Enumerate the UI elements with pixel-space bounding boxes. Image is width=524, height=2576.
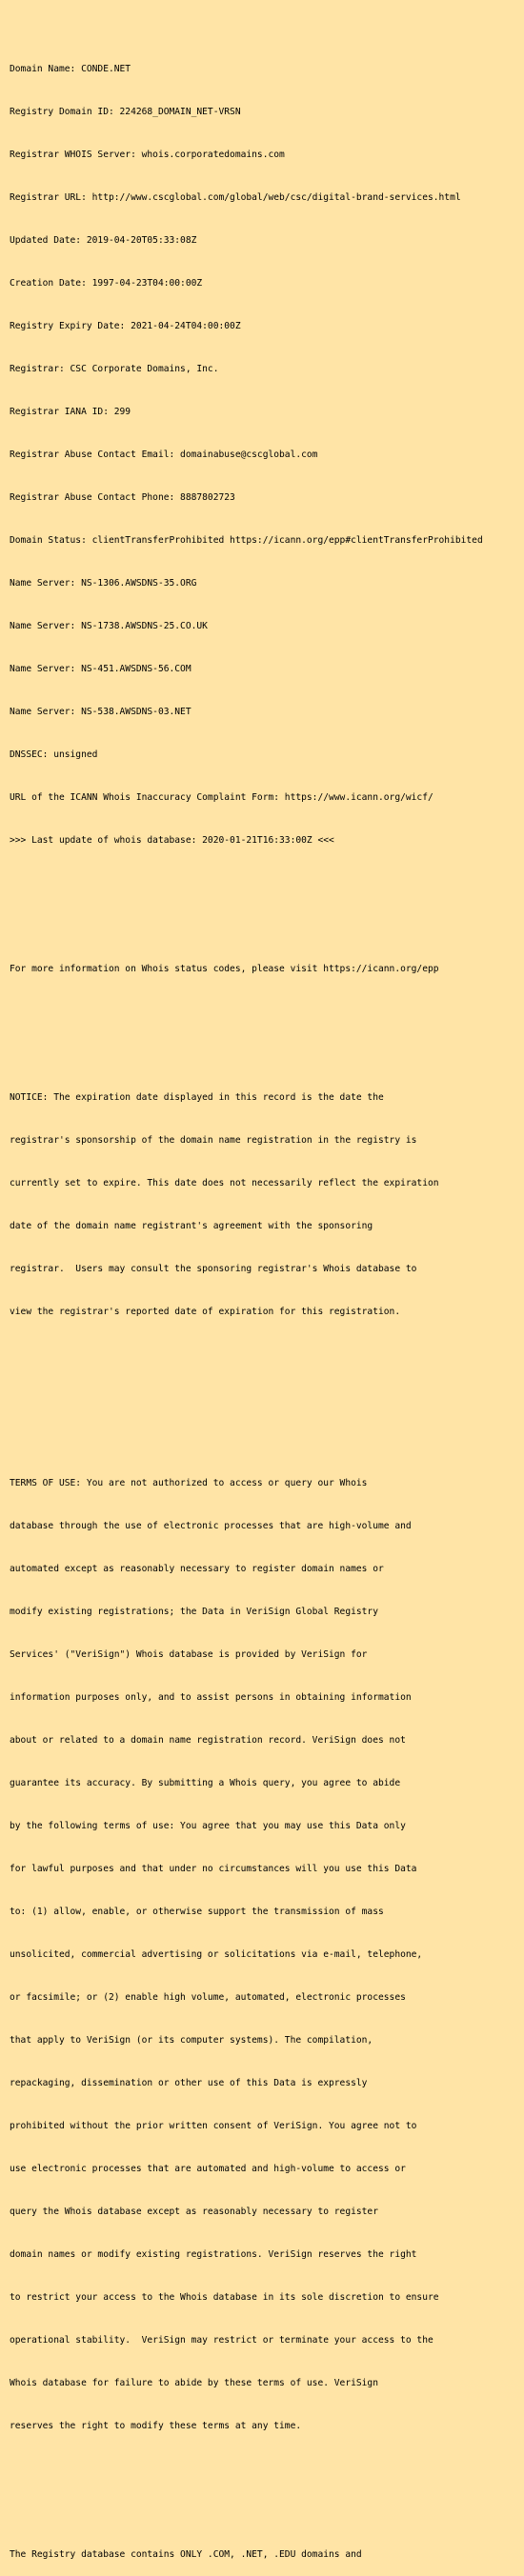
terms-line: automated except as reasonably necessary to register domain names or: [10, 1564, 384, 1574]
notice-line: currently set to expire. This date does not necessarily reflect the expiration: [10, 1178, 439, 1188]
record-line-expiry-date: Registry Expiry Date: 2021-04-24T04:00:00Z: [10, 321, 241, 331]
terms-line: about or related to a domain name registration record. VeriSign does not: [10, 1735, 406, 1746]
record-line-creation-date: Creation Date: 1997-04-23T04:00:00Z: [10, 278, 203, 289]
record-line-complaint-form: URL of the ICANN Whois Inaccuracy Complaint Form: https://www.icann.org/wicf/: [10, 792, 433, 803]
registry-note-line: The Registry database contains ONLY .COM, .NET, .EDU domains and: [10, 2549, 362, 2560]
record-line-updated-date: Updated Date: 2019-04-20T05:33:08Z: [10, 235, 197, 246]
notice-line: registrar. Users may consult the sponsoring registrar's Whois database to: [10, 1264, 417, 1274]
terms-line: domain names or modify existing registrations. VeriSign reserves the right: [10, 2249, 417, 2260]
spacer: [10, 2505, 519, 2519]
spacer: [10, 1005, 519, 1019]
notice-line: registrar's sponsorship of the domain name registration in the registry is: [10, 1135, 417, 1146]
terms-line: use electronic processes that are automated and high-volume to access or: [10, 2164, 406, 2174]
whois-record-text: [10, 5, 519, 2576]
terms-line: query the Whois database except as reasonably necessary to register: [10, 2207, 378, 2217]
notice-line: view the registrar's reported date of expiration for this registration.: [10, 1307, 401, 1317]
terms-block: [10, 1448, 519, 2462]
terms-line: or facsimile; or (2) enable high volume, automated, electronic processes: [10, 1992, 406, 2003]
terms-line: for lawful purposes and that under no circumstances will you use this Data: [10, 1864, 417, 1874]
record-line-dnssec: DNSSEC: unsigned: [10, 749, 98, 760]
record-line-name-server: Name Server: NS-451.AWSDNS-56.COM: [10, 664, 191, 674]
terms-line: reserves the right to modify these terms at any time.: [10, 2421, 302, 2431]
terms-line: to restrict your access to the Whois database in its sole discretion to ensure: [10, 2292, 439, 2303]
terms-line: Whois database for failure to abide by these terms of use. VeriSign: [10, 2378, 378, 2388]
terms-line: Services' ("VeriSign") Whois database is provided by VeriSign for: [10, 1649, 368, 1660]
record-line-name-server: Name Server: NS-538.AWSDNS-03.NET: [10, 707, 191, 717]
terms-line: operational stability. VeriSign may restrict or terminate your access to the: [10, 2335, 433, 2346]
record-line-last-update: >>> Last update of whois database: 2020-01-21T16:33:00Z <<<: [10, 835, 334, 846]
status-info-line: For more information on Whois status codes, please visit https://icann.org/epp: [10, 964, 439, 974]
terms-line: prohibited without the prior written consent of VeriSign. You agree not to: [10, 2121, 417, 2131]
terms-line: by the following terms of use: You agree that you may use this Data only: [10, 1821, 406, 1831]
notice-block: [10, 1062, 519, 1348]
record-line-whois-server: Registrar WHOIS Server: whois.corporatedomains.com: [10, 150, 285, 160]
terms-line: modify existing registrations; the Data in VeriSign Global Registry: [10, 1607, 378, 1617]
record-block: [10, 33, 519, 876]
record-line-registrar: Registrar: CSC Corporate Domains, Inc.: [10, 364, 219, 374]
terms-line: TERMS OF USE: You are not authorized to access or query our Whois: [10, 1478, 368, 1488]
notice-line: NOTICE: The expiration date displayed in this record is the date the: [10, 1092, 384, 1103]
record-line-name-server: Name Server: NS-1738.AWSDNS-25.CO.UK: [10, 621, 208, 631]
terms-line: guarantee its accuracy. By submitting a Whois query, you agree to abide: [10, 1778, 401, 1788]
terms-line: information purposes only, and to assist persons in obtaining information: [10, 1692, 412, 1703]
record-line-abuse-email: Registrar Abuse Contact Email: domainabuse@cscglobal.com: [10, 449, 318, 460]
record-line-registrar-url: Registrar URL: http://www.cscglobal.com/global/web/csc/digital-brand-services.html: [10, 192, 461, 203]
terms-line: database through the use of electronic processes that are high-volume and: [10, 1521, 412, 1531]
record-line-domain-name: Domain Name: CONDE.NET: [10, 64, 131, 74]
spacer: [10, 919, 519, 933]
terms-line: that apply to VeriSign (or its computer systems). The compilation,: [10, 2035, 373, 2046]
record-line-abuse-phone: Registrar Abuse Contact Phone: 8887802723: [10, 492, 235, 503]
spacer: [10, 1390, 519, 1405]
terms-line: unsolicited, commercial advertising or solicitations via e-mail, telephone,: [10, 1949, 423, 1960]
terms-line: to: (1) allow, enable, or otherwise support the transmission of mass: [10, 1907, 384, 1917]
terms-line: repackaging, dissemination or other use of this Data is expressly: [10, 2078, 368, 2088]
record-line-name-server: Name Server: NS-1306.AWSDNS-35.ORG: [10, 578, 197, 589]
record-line-domain-status: Domain Status: clientTransferProhibited https://icann.org/epp#clientTransferProhibited: [10, 535, 483, 546]
record-line-registry-domain-id: Registry Domain ID: 224268_DOMAIN_NET-VRSN: [10, 107, 241, 117]
notice-line: date of the domain name registrant's agreement with the sponsoring: [10, 1221, 373, 1231]
record-line-iana-id: Registrar IANA ID: 299: [10, 407, 131, 417]
